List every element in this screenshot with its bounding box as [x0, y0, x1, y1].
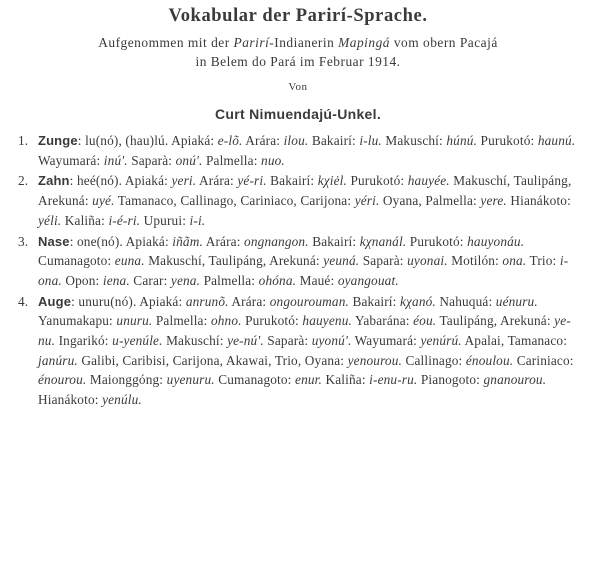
word-form: uénuru.: [495, 293, 538, 309]
language-name: Maué:: [299, 272, 335, 288]
language-name: Apiaká:: [171, 133, 215, 148]
word-form: i-i.: [189, 212, 206, 228]
entry-number: 4.: [18, 293, 29, 309]
language-name: Tamanaco, Callinago, Cariniaco, Carijona:: [117, 193, 352, 209]
language-name: Cumanagoto:: [218, 372, 292, 388]
language-name: Purukotó:: [350, 173, 405, 189]
word-form: ye-nu.: [38, 313, 571, 349]
entry-native-form: : lu(nó), (hau)lú.: [77, 133, 169, 148]
word-form: ohóna.: [258, 272, 297, 288]
word-form: janúru.: [38, 352, 78, 368]
subtitle-text-1: Aufgenommen mit der: [98, 35, 234, 50]
subtitle-italic-pariri: Parirí: [233, 35, 270, 50]
language-name: Opon:: [65, 272, 100, 288]
language-name: Arára:: [199, 173, 234, 189]
word-form: kχanó.: [399, 293, 436, 309]
word-form: oyangouat.: [337, 272, 399, 288]
word-form: yéri.: [354, 193, 380, 209]
subtitle-line-2: in Belem do Pará im Februar 1914.: [195, 54, 401, 69]
entry-number: 1.: [18, 133, 29, 148]
word-form: i-enu-ru.: [369, 372, 418, 388]
word-form: húnú.: [446, 133, 478, 148]
word-form: hauyée.: [407, 173, 450, 189]
language-name: Carar:: [133, 272, 168, 288]
subtitle-text-3: vom obern Pacajá: [390, 35, 498, 50]
language-name: Saparà:: [131, 152, 173, 168]
vocabulary-entry: [18, 232, 578, 291]
word-form: iena.: [102, 272, 130, 288]
word-form: i-lu.: [359, 133, 382, 148]
language-name: Motilón:: [451, 253, 499, 269]
entry-headword: Nase: [38, 233, 70, 249]
language-name: Wayumará:: [354, 333, 417, 349]
word-form: yenúrú.: [420, 333, 462, 349]
language-name: Purukotó:: [245, 313, 299, 329]
language-name: Makuschí:: [166, 333, 224, 349]
word-form: anrunõ.: [185, 293, 229, 309]
word-form: éou.: [413, 313, 437, 329]
word-form: u-yenúle.: [112, 333, 163, 349]
vocabulary-entry: [18, 292, 578, 410]
language-name: Yabarána:: [354, 313, 410, 329]
word-form: yeuná.: [323, 253, 360, 269]
word-form: uyenuru.: [166, 372, 215, 388]
language-name: Apiaká:: [124, 173, 169, 189]
word-form: inú'.: [103, 152, 128, 168]
word-form: ohno.: [210, 313, 242, 329]
word-form: hauyonáu.: [467, 233, 525, 249]
word-form: e-lõ.: [217, 133, 243, 148]
language-name: Trio:: [529, 253, 557, 269]
language-name: Upurui:: [143, 212, 187, 228]
word-form: euna.: [114, 253, 145, 269]
word-form: ongnangon.: [244, 233, 309, 249]
word-form: ye-nú'.: [227, 333, 264, 349]
word-form: uyonú'.: [311, 333, 352, 349]
language-name: Nahuquá:: [439, 293, 493, 309]
language-name: Taulipáng, Arekuná:: [439, 313, 551, 329]
subtitle-italic-mapinga: Mapingá: [338, 35, 390, 50]
vocabulary-entry: [18, 131, 578, 170]
language-name: Pianogoto:: [420, 372, 481, 388]
language-name: Arára:: [205, 233, 241, 249]
language-name: Makuschí, Taulipáng, Arekuná:: [38, 173, 572, 209]
word-form: unuru.: [116, 313, 153, 329]
subtitle-text-2: -Indianerin: [269, 35, 339, 50]
language-name: Hianákoto:: [510, 193, 571, 209]
language-name: Makuschí:: [385, 133, 443, 148]
language-name: Bakairí:: [312, 233, 357, 249]
word-form: kχiėl.: [317, 173, 347, 189]
language-name: Bakairí:: [311, 133, 356, 148]
entry-native-form: : one(nó).: [69, 233, 123, 249]
vocabulary-list: [18, 131, 578, 410]
language-name: Purukotó:: [480, 133, 535, 148]
word-form: yena.: [170, 272, 201, 288]
entry-headword: Auge: [38, 293, 72, 309]
word-form: onú'.: [175, 152, 203, 168]
language-name: Arára:: [231, 293, 267, 309]
word-form: yenourou.: [347, 352, 402, 368]
von-label: Von: [288, 81, 308, 93]
word-form: enur.: [295, 372, 322, 388]
word-form: hauyenu.: [302, 313, 352, 329]
word-form: ongourouman.: [269, 293, 349, 309]
page-title: Vokabular der Parirí-Sprache.: [168, 6, 428, 26]
language-name: Bakairí:: [270, 173, 315, 189]
language-name: Palmella:: [155, 313, 208, 329]
language-name: Oyana, Palmella:: [382, 193, 477, 209]
language-name: Ingarikó:: [58, 333, 109, 349]
word-form: nuo.: [261, 152, 285, 168]
language-name: Apiaká:: [139, 293, 183, 309]
language-name: Makuschí, Taulipáng, Arekuná:: [148, 253, 320, 269]
language-name: Hianákoto:: [38, 392, 99, 408]
word-form: énourou.: [38, 372, 87, 388]
language-name: Galibi, Caribisi, Carijona, Akawai, Trio, Oyana:: [81, 352, 345, 368]
entry-headword: Zahn: [38, 173, 70, 189]
entry-headword: Zunge: [38, 133, 78, 148]
word-form: haunú.: [537, 133, 576, 148]
language-name: Bakairí:: [352, 293, 397, 309]
author-name: Curt Nimuendajú-Unkel.: [214, 106, 382, 122]
word-form: yenúlu.: [102, 392, 142, 408]
language-name: Callinago:: [405, 352, 463, 368]
language-name: Cumanagoto:: [38, 253, 112, 269]
entry-number: 2.: [18, 173, 29, 189]
entry-native-form: : heé(nó).: [69, 173, 123, 189]
subtitle: [18, 33, 578, 71]
language-name: Saparà:: [267, 333, 309, 349]
word-form: ona.: [502, 253, 527, 269]
word-form: i-ona.: [38, 253, 569, 288]
word-form: énoulou.: [465, 352, 514, 368]
language-name: Palmella:: [205, 152, 258, 168]
word-form: yéli.: [38, 212, 62, 228]
word-form: kχnanál.: [359, 233, 407, 249]
language-name: Purukotó:: [409, 233, 464, 249]
language-name: Kaliña:: [64, 212, 105, 228]
language-name: Apiaká:: [125, 233, 169, 249]
word-form: gnanourou.: [483, 372, 547, 388]
language-name: Maionggóng:: [89, 372, 164, 388]
language-name: Apalai, Tamanaco:: [464, 333, 568, 349]
word-form: uyonai.: [407, 253, 448, 269]
entry-number: 3.: [18, 233, 29, 249]
language-name: Saparà:: [362, 253, 404, 269]
word-form: iñãm.: [172, 233, 203, 249]
language-name: Wayumará:: [38, 152, 101, 168]
word-form: i-é-ri.: [108, 212, 141, 228]
word-form: uyé.: [92, 193, 115, 209]
word-form: yere.: [480, 193, 507, 209]
word-form: yeri.: [171, 173, 197, 189]
language-name: Palmella:: [203, 272, 256, 288]
language-name: Yanumakapu:: [38, 313, 113, 329]
language-name: Kaliña:: [325, 372, 366, 388]
language-name: Arára:: [245, 133, 281, 148]
vocabulary-entry: [18, 171, 578, 230]
word-form: ilou.: [283, 133, 309, 148]
entry-native-form: : unuru(nó).: [71, 293, 137, 309]
language-name: Cariniaco:: [516, 352, 574, 368]
word-form: yé-ri.: [237, 173, 267, 189]
